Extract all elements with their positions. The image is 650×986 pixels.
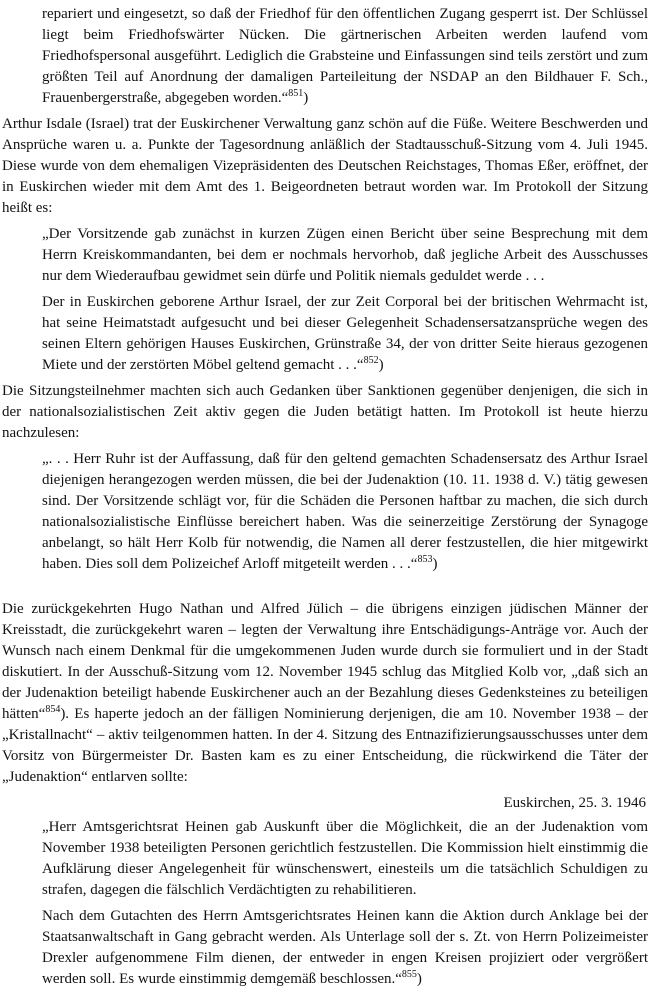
- quote-paragraph-friedhof: [42, 4, 648, 109]
- paragraph-text: „. . . Herr Ruhr ist der Auffassung, daß für den geltend gemachten Schadensersatz des Arthur Israel diejenigen herangezogen werden müssen, die bei der Judenaktion (10. 11. 1938 d. V.) tätig gewesen sind. Der Vorsitzende schlägt vor, für die Schäden die Personen haftbar zu machen, die sich durch nationalsozialistische Einflüsse bereichert haben. Was die seinerzeitige Zerstörung der Synagoge anbelangt, so hält Herr Kolb für notwendig, die Namen all derer festzustellen, die hier mitgewirkt haben. Dies soll dem Polizeichef Arloff mitgeteilt werden . . .“: [42, 451, 648, 572]
- quote-paragraph-amtsgerichtsrat: [42, 817, 648, 901]
- footnote-suffix: ): [303, 90, 309, 106]
- quote-paragraph-herr-ruhr: [42, 449, 648, 575]
- paragraph-text: „Herr Amtsgerichtsrat Heinen gab Auskunft über die Möglichkeit, die an der Judenaktion vom November 1938 beteiligten Personen gerichtlich festzustellen. Die Kommission hielt einstimmig die Aufklärung dieser Angelegenheit für wünschenswert, einesteils um die tatsächlich Schuldigen zu strafen, dagegen die fälschlich Verdächtigten zu rehabilitieren.: [42, 819, 648, 898]
- paragraph-text: repariert und eingesetzt, so daß der Friedhof für den öffentlichen Zugang gesperrt ist. Der Schlüssel liegt beim Friedhofswärter Nücken. Die gärtnerischen Arbeiten werden laufend vom Friedhofspersonal ausgeführt. Lediglich die Grabsteine und Einfassungen sind teils zerstört und zum größten Teil auf Anordnung der damaligen Parteileitung der NSDAP an den Bildhauer F. Sch., Frauenbergerstraße, abgegeben worden.“: [42, 6, 648, 106]
- main-paragraph-arthur-isdale: [2, 114, 648, 219]
- footnote-ref-851: 851: [288, 88, 304, 99]
- footnote-ref-853: 853: [417, 554, 433, 565]
- main-paragraph-sitzungsteilnehmer: [2, 381, 648, 444]
- paragraph-text: Die zurückgekehrten Hugo Nathan und Alfred Jülich – die übrigens einzigen jüdischen Männer der Kreisstadt, die zurückgekehrt waren – legten der Verwaltung ihre Entschädigungs-Anträge vor. Auch der Wunsch nach einem Denkmal für die umgekommenen Juden wurde durch sie formuliert und in der Stadt diskutiert. In der Ausschuß-Sitzung vom 12. November 1945 schlug das Mitglied Kolb vor, „daß sich an der Judenaktion beteiligt habende Euskirchener auch an der Bezahlung dieses Gedenksteines zu beteiligen hätten“: [2, 601, 648, 722]
- paragraph-text-continued: ). Es haperte jedoch an der fälligen Nominierung derjenigen, die am 10. November 1938 – der „Kristallnacht“ – aktiv teilgenommen hatten. In der 4. Sitzung des Entnazifizierungsausschusses unter dem Vorsitz von Bürgermeister Dr. Basten kam es zu einer Entscheidung, die rückwirkend die Täter der „Judenaktion“ entlarven sollte:: [2, 706, 648, 785]
- paragraph-text: „Der Vorsitzende gab zunächst in kurzen Zügen einen Bericht über seine Besprechung mit dem Herrn Kreiskommandanten, bei dem er nochmals hervorhob, daß jegliche Arbeit des Ausschusses nur dem Wiederaufbau gewidmet sein dürfe und Politik niemals geduldet werde . . .: [42, 226, 648, 284]
- quote-paragraph-gutachten: [42, 906, 648, 986]
- footnote-ref-855: 855: [401, 969, 417, 980]
- footnote-ref-854: 854: [45, 704, 61, 715]
- footnote-suffix: ): [378, 357, 384, 373]
- paragraph-text: Nach dem Gutachten des Herrn Amtsgerichtsrates Heinen kann die Aktion durch Anklage bei der Staatsanwaltschaft in Gang gebracht werden. Als Unterlage soll der s. Zt. von Herrn Polizeimeister Drexler aufgenommene Film dienen, der entweder in engen Kreisen projiziert oder vergrößert werden soll. Es wurde einstimmig demgemäß beschlossen.“: [42, 908, 648, 986]
- main-paragraph-nathan-juelich: [2, 599, 648, 788]
- paragraph-text: Der in Euskirchen geborene Arthur Israel, der zur Zeit Corporal bei der britischen Wehrmacht ist, hat seine Heimatstadt aufgesucht und bei dieser Gelegenheit Schadensersatzansprüche wegen des seinen Eltern gehörigen Hauses Euskirchen, Grünstraße 34, der von dritter Seite hieraus gezogenen Miete und der zerstörten Möbel geltend gemacht . . .“: [42, 294, 648, 373]
- quote-paragraph-vorsitzender: [42, 224, 648, 287]
- paragraph-text: Die Sitzungsteilnehmer machten sich auch Gedanken über Sanktionen gegenüber denjenigen, die sich in der nationalsozialistischen Zeit aktiv gegen die Juden betätigt hatten. Im Protokoll ist heute hierzu nachzulesen:: [2, 383, 648, 441]
- footnote-suffix: ): [416, 971, 422, 986]
- footnote-ref-852: 852: [363, 355, 379, 366]
- footnote-suffix: ): [432, 556, 438, 572]
- paragraph-text: Arthur Isdale (Israel) trat der Euskirchener Verwaltung ganz schön auf die Füße. Weitere Beschwerden und Ansprüche waren u. a. Punkte der Tagesordnung anläßlich der Stadtausschuß-Sitzung vom 4. Juli 1945. Diese wurde von dem ehemaligen Vizepräsidenten des Deutschen Reichstages, Thomas Eßer, eröffnet, der in Euskirchen wieder mit dem Amt des 1. Beigeordneten betraut worden war. Im Protokoll der Sitzung heißt es:: [2, 116, 648, 216]
- dateline: [2, 793, 646, 814]
- quote-paragraph-arthur-israel: [42, 292, 648, 376]
- dateline-text: Euskirchen, 25. 3. 1946: [503, 795, 646, 811]
